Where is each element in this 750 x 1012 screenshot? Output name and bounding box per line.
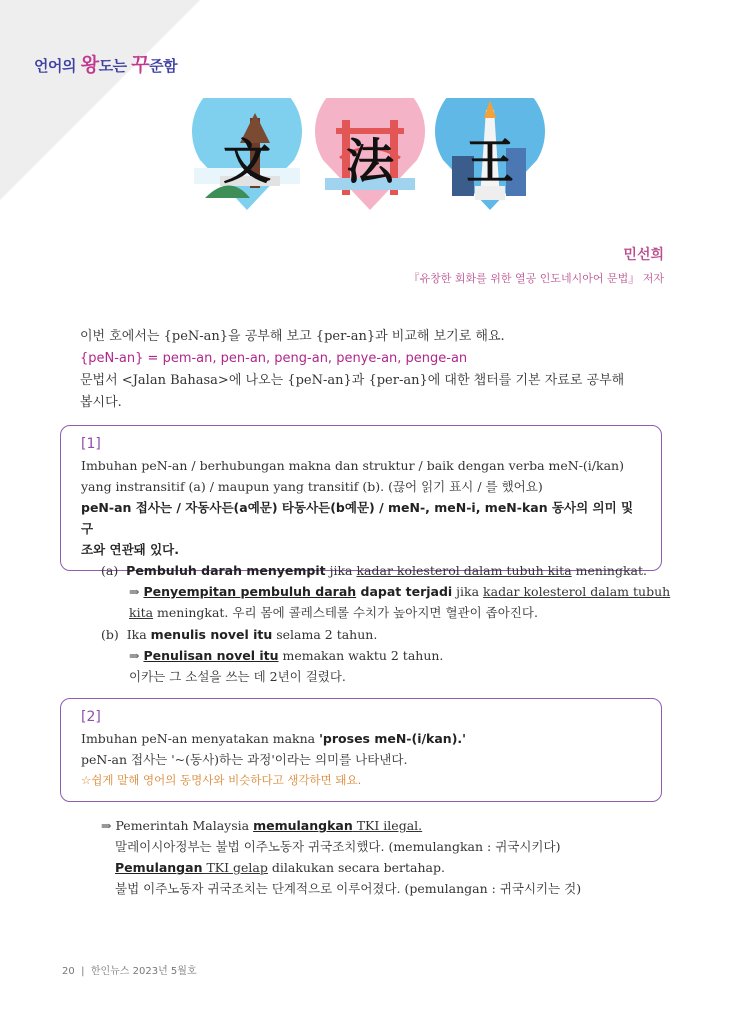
page-footer: [62, 962, 197, 977]
arrow-icon: ⇒: [129, 584, 140, 599]
arrow-icon: ⇒: [129, 648, 140, 663]
rule2-line-2: peN-an 접사는 '~(동사)하는 과정'이라는 의미를 나타낸다.: [81, 752, 408, 767]
example-b-sentence: (b) Ika menulis novel itu selama 2 tahun.: [101, 627, 378, 642]
banner-char-2: 法: [345, 134, 395, 190]
example-a-transform: ⇒ Penyempitan pembuluh darah dapat terjadi jika kadar kolesterol dalam tubuh: [129, 584, 671, 599]
rule-number-2: [2]: [81, 709, 101, 725]
banner-char-1: 文: [222, 134, 272, 190]
page-number: 20: [62, 966, 75, 977]
example-b-translation: 이카는 그 소설을 쓰는 데 2년이 걸렸다.: [129, 669, 346, 684]
arrow-icon: ⇒: [101, 818, 112, 833]
author-name: 민선희: [623, 247, 664, 263]
rule1-line-2: yang instransitif (a) / maupun yang transitif (b). (끊어 읽기 표시 / 를 했어요): [81, 479, 543, 494]
intro-line-1: 이번 호에서는 {peN-an}을 공부해 보고 {per-an}과 비교해 보기로 해요.: [80, 329, 505, 344]
example-c: [101, 815, 581, 899]
rule-box-2: [60, 698, 662, 802]
intro-formula: {peN-an} = pem-an, pen-an, peng-an, penye-an, penge-an: [80, 351, 468, 366]
example-a-sentence: (a) Pembuluh darah menyempit jika kadar kolesterol dalam tubuh kita meningkat.: [101, 563, 648, 578]
rule1-line-3: peN-an 접사는 / 자동사든(a예문) 타동사든(b예문) / meN-, meN-i, meN-kan 동사의 의미 및 구: [81, 500, 634, 536]
series-title: 언어의 왕도는 꾸준함: [34, 54, 178, 76]
example-a-translation: kita meningkat. 우리 몸에 콜레스테롤 수치가 높아지면 혈관이 좁아진다.: [129, 605, 538, 620]
example-c-translation-2: 불법 이주노동자 귀국조치는 단계적으로 이루어졌다. (pemulangan : 귀국시키는 것): [115, 881, 582, 896]
example-c-transform: Pemulangan TKI gelap dilakukan secara bertahap.: [115, 860, 445, 875]
banner-char-3: 王: [465, 134, 515, 190]
example-b: [101, 624, 443, 687]
footer-issue: 한인뉴스 2023년 5월호: [90, 966, 197, 977]
rule1-line-1: Imbuhan peN-an / berhubungan makna dan struktur / baik dengan verba meN-(i/kan): [81, 458, 624, 473]
example-c-translation-1: 말레이시아정부는 불법 이주노동자 귀국조치했다. (memulangkan : 귀국시키다): [115, 839, 561, 854]
intro-paragraph: [80, 326, 680, 414]
example-c-sentence: ⇒ Pemerintah Malaysia memulangkan TKI ilegal.: [101, 818, 423, 833]
example-a: [101, 560, 670, 623]
example-b-transform: ⇒ Penulisan novel itu memakan waktu 2 tahun.: [129, 648, 444, 663]
author-block: [409, 244, 665, 286]
rule2-line-1: Imbuhan peN-an menyatakan makna 'proses meN-(i/kan).': [81, 731, 466, 746]
rule-number-1: [1]: [81, 436, 101, 452]
intro-line-4: 봅시다.: [80, 395, 122, 410]
grammar-king-banner: [190, 98, 570, 213]
rule-box-1: [60, 425, 662, 571]
rule1-line-4: 조와 연관돼 있다.: [81, 542, 179, 557]
rule2-tip: ☆쉽게 말해 영어의 동명사와 비슷하다고 생각하면 돼요.: [81, 773, 362, 787]
intro-line-3: 문법서 <Jalan Bahasa>에 나오는 {peN-an}과 {per-an}에 대한 챕터를 기본 자료로 공부해: [80, 373, 625, 388]
corner-decoration: [0, 0, 200, 200]
footer-separator: |: [81, 966, 85, 977]
author-book: 『유창한 회화를 위한 열공 인도네시아어 문법』 저자: [408, 272, 664, 285]
